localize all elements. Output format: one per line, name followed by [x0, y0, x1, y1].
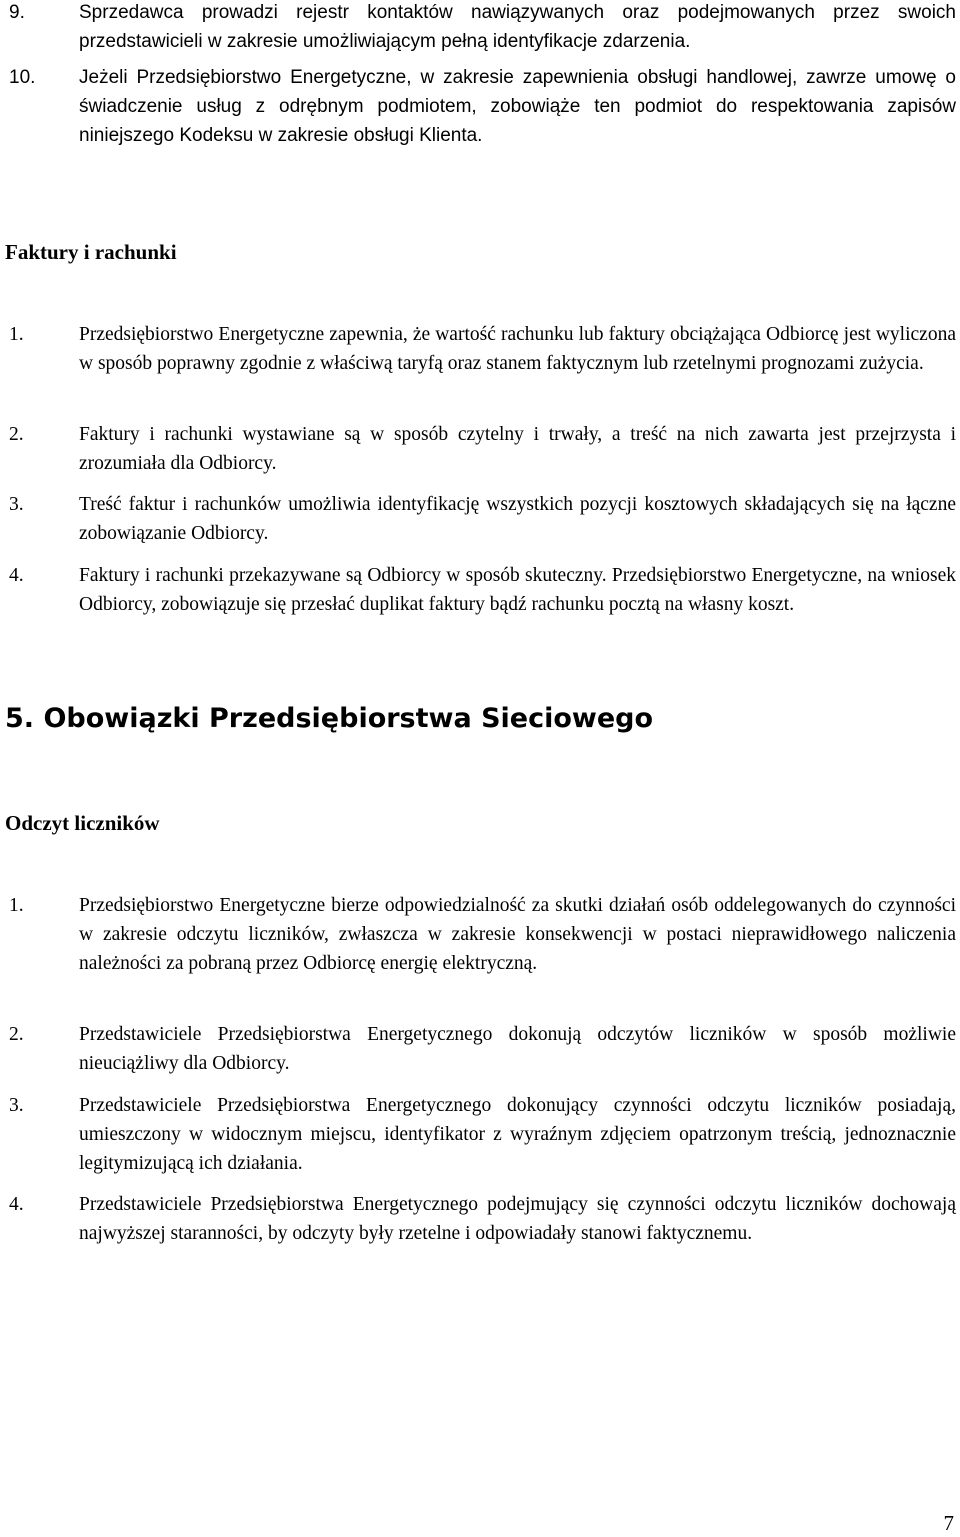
item-number: 4. — [9, 565, 24, 586]
item-number: 1. — [9, 324, 24, 345]
item-number: 1. — [9, 895, 24, 916]
item-number: 2. — [9, 424, 24, 445]
item-number: 9. — [9, 2, 25, 23]
item-text: Przedstawiciele Przedsiębiorstwa Energetycznego dokonujący czynności odczytu liczników posiadają, umieszczony w widocznym miejscu, identyfikator z wyraźnym zdjęciem opatrzonym treścią, jednoznacznie legitymizującą ich działania. — [79, 1095, 956, 1174]
item-number: 4. — [9, 1194, 24, 1215]
item-text: Sprzedawca prowadzi rejestr kontaktów nawiązywanych oraz podejmowanych przez swoich przedstawicieli w zakresie umożliwiającym pełną identyfikacje zdarzenia. — [79, 2, 956, 52]
list-item — [0, 1091, 956, 1178]
item-number: 3. — [9, 494, 24, 515]
list-item — [0, 891, 956, 978]
item-number: 2. — [9, 1024, 24, 1045]
item-text: Faktury i rachunki wystawiane są w sposób czytelny i trwały, a treść na nich zawarta jest przejrzysta i zrozumiała dla Odbiorcy. — [79, 424, 956, 474]
list-item — [0, 490, 956, 548]
list-item — [0, 1020, 956, 1078]
item-text: Treść faktur i rachunków umożliwia identyfikację wszystkich pozycji kosztowych składających się na łączne zobowiązanie Odbiorcy. — [79, 494, 956, 544]
list-item — [0, 420, 956, 478]
list-item — [0, 561, 956, 619]
item-text: Przedsiębiorstwo Energetyczne bierze odpowiedzialność za skutki działań osób oddelegowanych do czynności w zakresie odczytu liczników, zwłaszcza w zakresie konsekwencji w postaci nieprawidłowego naliczenia należności za pobraną przez Odbiorcę energię elektryczną. — [79, 895, 956, 974]
item-text: Faktury i rachunki przekazywane są Odbiorcy w sposób skuteczny. Przedsiębiorstwo Energetyczne, na wniosek Odbiorcy, zobowiązuje się przesłać duplikat faktury bądź rachunku pocztą na własny koszt. — [79, 565, 956, 615]
section-heading-meters: Odczyt liczników — [5, 811, 160, 835]
item-text: Jeżeli Przedsiębiorstwo Energetyczne, w zakresie zapewnienia obsługi handlowej, zawrze umowę o świadczenie usług z odrębnym podmiotem, zobowiąże ten podmiot do respektowania zapisów niniejszego Kodeksu w zakresie obsługi Klienta. — [79, 67, 956, 146]
list-item — [0, 0, 956, 56]
list-item — [0, 320, 956, 378]
list-item — [0, 63, 956, 150]
section-heading-invoices: Faktury i rachunki — [5, 240, 177, 264]
item-text: Przedstawiciele Przedsiębiorstwa Energetycznego dokonują odczytów liczników w sposób możliwie nieuciążliwy dla Odbiorcy. — [79, 1024, 956, 1074]
chapter-heading: 5. Obowiązki Przedsiębiorstwa Sieciowego — [5, 703, 654, 734]
list-item — [0, 1190, 956, 1248]
page-number: 7 — [943, 1511, 954, 1535]
item-number: 3. — [9, 1095, 24, 1116]
item-number: 10. — [9, 67, 36, 88]
item-text: Przedsiębiorstwo Energetyczne zapewnia, że wartość rachunku lub faktury obciążająca Odbiorcę jest wyliczona w sposób poprawny zgodnie z właściwą taryfą oraz stanem faktycznym lub rzetelnymi prognozami zużycia. — [79, 324, 956, 374]
item-text: Przedstawiciele Przedsiębiorstwa Energetycznego podejmujący się czynności odczytu liczników dochowają najwyższej staranności, by odczyty były rzetelne i odpowiadały stanowi faktycznemu. — [79, 1194, 956, 1244]
